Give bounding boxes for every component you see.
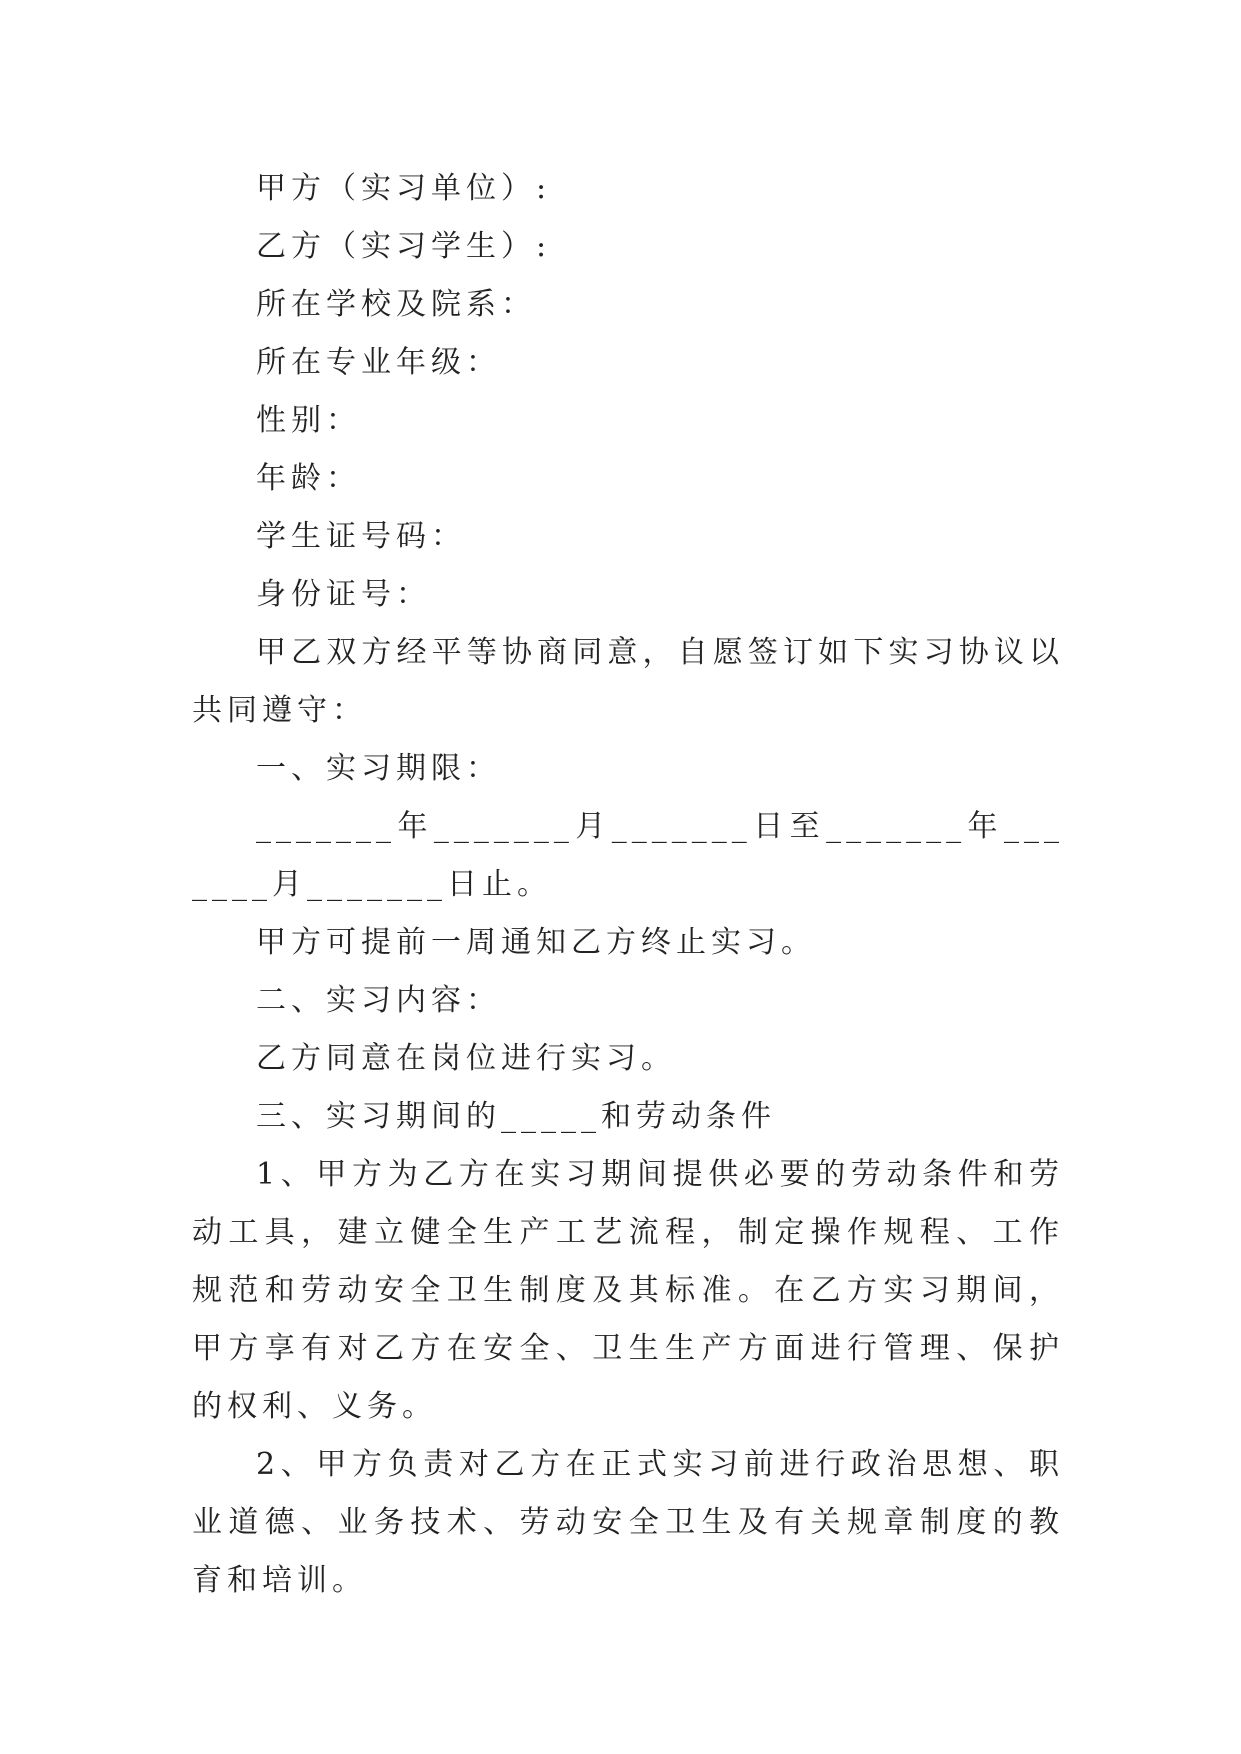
internship-period-paragraph: _______年_______月_______日至_______年_______月_______日止。 [192,809,1064,902]
internship-content-paragraph: 乙方同意在岗位进行实习。 [256,1041,676,1076]
age-line: 年龄： [256,461,361,496]
section-3-heading: 三、实习期间的_____和劳动条件 [256,1099,776,1134]
major-grade-line: 所在专业年级： [256,345,501,380]
document-body [192,160,1064,1610]
clause-2-paragraph: 2、甲方负责对乙方在正式实习前进行政治思想、职业道德、业务技术、劳动安全卫生及有关规章制度的教育和培训。 [192,1447,1064,1598]
termination-notice-paragraph: 甲方可提前一周通知乙方终止实习。 [256,925,816,960]
section-2-heading: 二、实习内容： [256,983,501,1018]
party-a-line: 甲方（实习单位）: [256,171,552,206]
section-1-heading: 一、实习期限： [256,751,501,786]
student-id-line: 学生证号码： [256,519,466,554]
party-b-line: 乙方（实习学生）: [256,229,552,264]
school-department-line: 所在学校及院系： [256,287,536,322]
clause-1-paragraph: 1、甲方为乙方在实习期间提供必要的劳动条件和劳动工具，建立健全生产工艺流程，制定操作规程、工作规范和劳动安全卫生制度及其标准。在乙方实习期间，甲方享有对乙方在安全、卫生生产方面进行管理、保护的权利、义务。 [192,1157,1064,1424]
agreement-intro-paragraph: 甲乙双方经平等协商同意，自愿签订如下实习协议以共同遵守： [192,635,1064,728]
id-card-line: 身份证号： [256,577,431,612]
gender-line: 性别： [256,403,361,438]
